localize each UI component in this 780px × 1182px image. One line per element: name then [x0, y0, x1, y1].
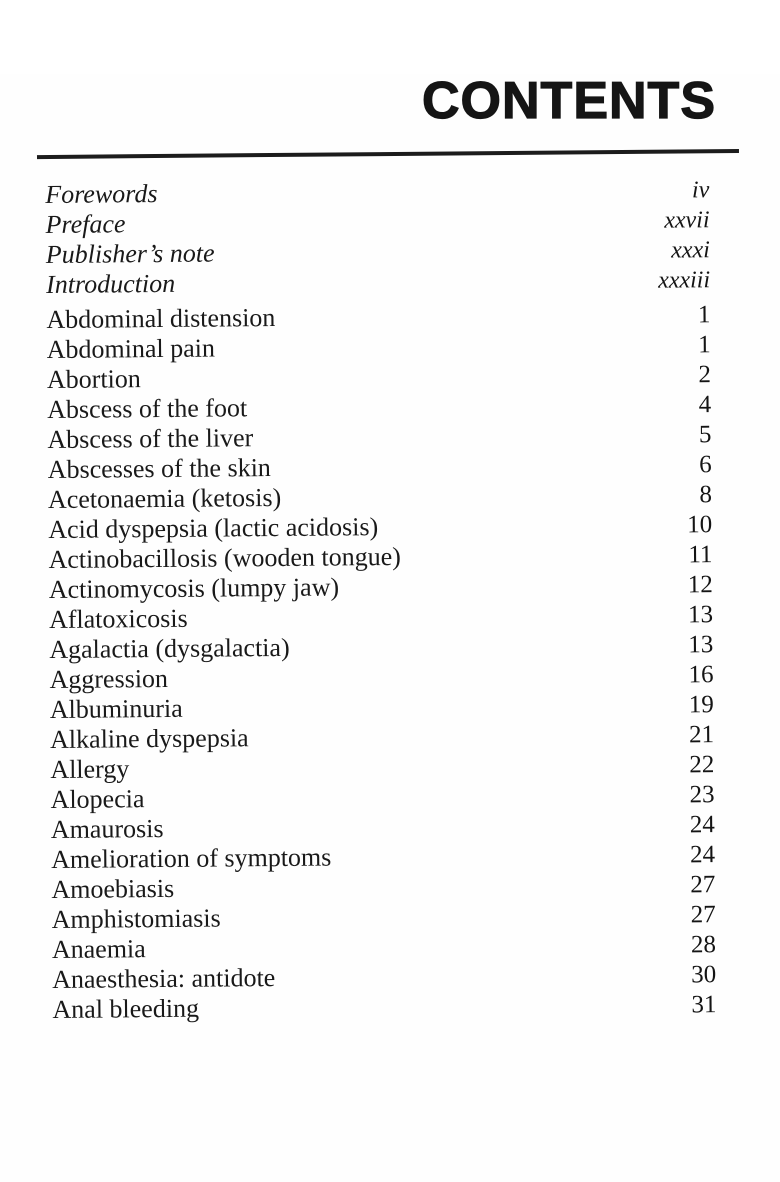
front-matter-row — [38, 264, 740, 300]
entry-page-number: 23 — [689, 781, 715, 809]
entry-page-number: 2 — [698, 361, 712, 389]
entry-title: Allergy — [50, 754, 130, 784]
entry-page-number: 24 — [689, 841, 716, 869]
entry-title: Alkaline dyspepsia — [49, 723, 249, 754]
entry-title: Acid dyspepsia (lactic acidosis) — [48, 512, 379, 544]
entry-title: Albuminuria — [49, 693, 183, 724]
entry-page-number: 5 — [698, 421, 712, 449]
entry-page-number: xxxi — [671, 237, 710, 264]
entry-title: Anaemia — [51, 934, 146, 964]
entry-title: Aggression — [49, 663, 169, 694]
entry-page-number: 10 — [687, 511, 713, 539]
entry-title: Amoebiasis — [51, 873, 175, 904]
entry-page-number: 1 — [698, 331, 711, 359]
title-divider — [37, 149, 739, 159]
entry-page-number: 4 — [698, 391, 712, 419]
entry-page-number: 13 — [688, 631, 714, 659]
entry-title: Alopecia — [50, 784, 145, 814]
toc-content — [37, 149, 747, 1025]
entry-title: Abscess of the foot — [47, 393, 248, 424]
entry-title: Abortion — [46, 364, 141, 394]
entry-page-number: 8 — [699, 481, 713, 509]
entry-title: Preface — [45, 209, 126, 240]
entry-title: Amelioration of symptoms — [50, 842, 332, 874]
entry-title: Introduction — [45, 268, 176, 300]
entry-title: Actinomycosis (lumpy jaw) — [48, 572, 340, 604]
entry-page-number: 27 — [690, 871, 716, 899]
front-matter-list — [37, 174, 740, 300]
toc-entries-list — [38, 299, 746, 1025]
entry-title: Abscess of the liver — [47, 423, 254, 454]
entry-title: Abdominal distension — [46, 303, 276, 334]
entry-title: Aflatoxicosis — [48, 603, 188, 634]
entry-title: Abdominal pain — [46, 333, 216, 364]
entry-page-number: 21 — [688, 721, 715, 749]
entry-page-number: 28 — [690, 931, 717, 959]
entry-title: Anal bleeding — [52, 993, 200, 1024]
entry-page-number: xxvii — [664, 207, 710, 234]
entry-page-number: 31 — [691, 991, 717, 1019]
entry-title: Amaurosis — [50, 813, 164, 844]
entry-page-number: xxxiii — [658, 267, 711, 294]
entry-title: Actinobacillosis (wooden tongue) — [48, 541, 401, 574]
entry-page-number: 27 — [690, 901, 716, 929]
toc-page — [0, 74, 780, 1182]
entry-page-number: 16 — [688, 661, 714, 689]
entry-page-number: 24 — [689, 811, 715, 839]
entry-page-number: 19 — [688, 691, 714, 719]
entry-page-number: 13 — [687, 601, 714, 629]
toc-entry-row — [44, 989, 746, 1025]
entry-title: Forewords — [45, 179, 158, 210]
entry-page-number: 1 — [697, 301, 711, 329]
entry-page-number: iv — [691, 177, 710, 204]
entry-title: Abscesses of the skin — [47, 453, 271, 484]
entry-title: Amphistomiasis — [51, 903, 221, 934]
entry-title: Anaesthesia: antidote — [52, 963, 276, 994]
entry-page-number: 6 — [699, 451, 712, 479]
entry-title: Agalactia (dysgalactia) — [49, 632, 290, 664]
entry-page-number: 22 — [689, 751, 715, 779]
entry-title: Publisher’s note — [45, 238, 215, 270]
page-title: CONTENTS — [422, 72, 716, 130]
entry-title: Acetonaemia (ketosis) — [47, 482, 282, 514]
entry-page-number: 12 — [687, 571, 713, 599]
entry-page-number: 30 — [691, 961, 717, 989]
entry-page-number: 11 — [688, 541, 713, 569]
